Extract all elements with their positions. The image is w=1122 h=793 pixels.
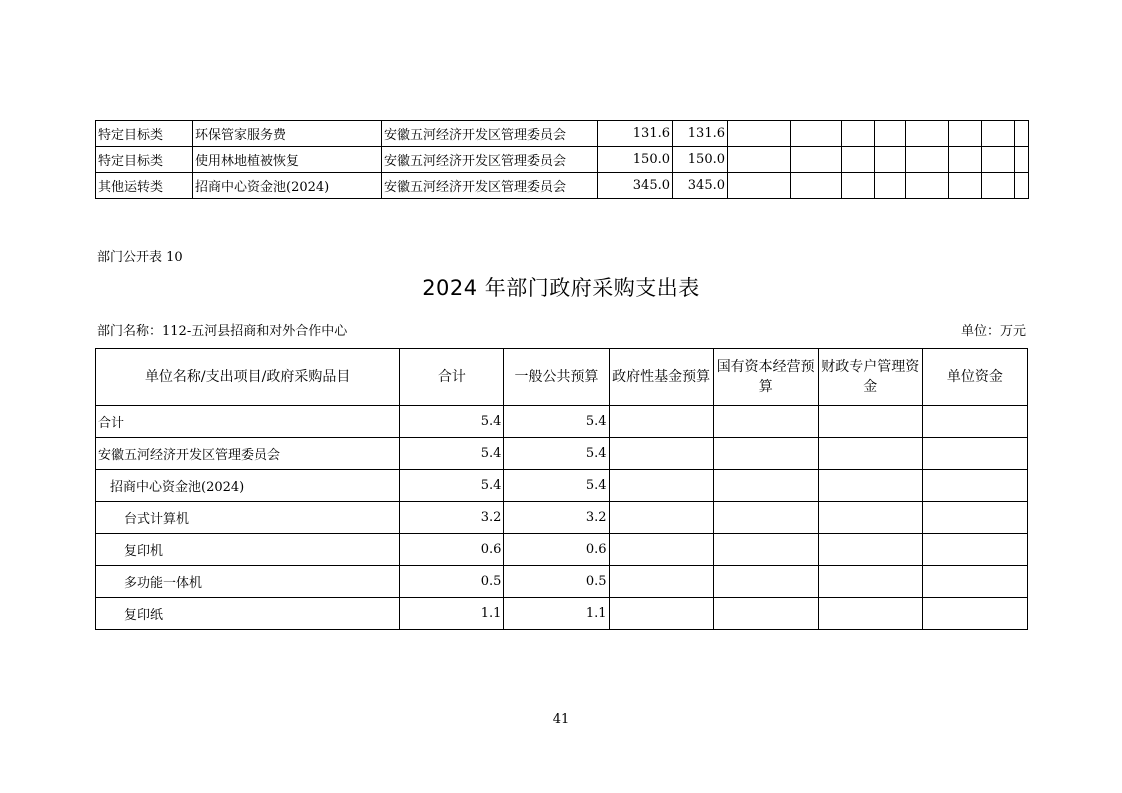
empty-cell <box>906 147 949 173</box>
header-fund-budget: 政府性基金预算 <box>609 349 713 406</box>
empty-cell <box>713 502 818 534</box>
row-total: 5.4 <box>400 406 504 438</box>
empty-cell <box>609 438 713 470</box>
empty-cell <box>609 470 713 502</box>
row-general: 5.4 <box>504 406 609 438</box>
empty-cell <box>906 121 949 147</box>
empty-cell <box>728 173 791 199</box>
unit-cell: 安徽五河经济开发区管理委员会 <box>382 121 598 147</box>
empty-cell <box>791 173 842 199</box>
row-total: 0.6 <box>400 534 504 566</box>
table-header-row <box>96 349 1028 406</box>
page-number: 41 <box>552 712 570 727</box>
empty-cell <box>875 173 906 199</box>
empty-cell <box>609 502 713 534</box>
header-name: 单位名称/支出项目/政府采购品目 <box>96 349 400 406</box>
header-special-account-funds: 财政专户管理资金 <box>818 349 922 406</box>
row-name: 合计 <box>96 406 400 438</box>
page-title: 2024 年部门政府采购支出表 <box>422 276 700 300</box>
empty-cell <box>922 502 1027 534</box>
row-total: 5.4 <box>400 438 504 470</box>
row-general: 1.1 <box>504 598 609 630</box>
project-cell: 环保管家服务费 <box>193 121 382 147</box>
empty-cell <box>982 121 1015 147</box>
empty-cell <box>922 470 1027 502</box>
row-general: 5.4 <box>504 438 609 470</box>
row-name: 复印机 <box>96 534 400 566</box>
empty-cell <box>1015 121 1029 147</box>
empty-cell <box>713 598 818 630</box>
table-row <box>96 121 1029 147</box>
header-general-budget: 一般公共预算 <box>504 349 609 406</box>
row-general: 5.4 <box>504 470 609 502</box>
row-name: 复印纸 <box>96 598 400 630</box>
department-name: 部门名称：112-五河县招商和对外合作中心 <box>97 324 348 339</box>
empty-cell <box>906 173 949 199</box>
empty-cell <box>713 406 818 438</box>
empty-cell <box>818 438 922 470</box>
amount-cell: 150.0 <box>673 147 728 173</box>
category-cell: 特定目标类 <box>96 147 193 173</box>
empty-cell <box>818 598 922 630</box>
empty-cell <box>818 566 922 598</box>
empty-cell <box>922 598 1027 630</box>
header-state-capital-budget: 国有资本经营预算 <box>713 349 818 406</box>
row-general: 0.6 <box>504 534 609 566</box>
empty-cell <box>818 534 922 566</box>
category-cell: 特定目标类 <box>96 121 193 147</box>
empty-cell <box>949 173 982 199</box>
table-row <box>96 173 1029 199</box>
category-cell: 其他运转类 <box>96 173 193 199</box>
empty-cell <box>922 438 1027 470</box>
form-id-label: 部门公开表 10 <box>97 250 183 265</box>
empty-cell <box>791 147 842 173</box>
empty-cell <box>728 121 791 147</box>
empty-cell <box>609 566 713 598</box>
empty-cell <box>875 147 906 173</box>
empty-cell <box>982 147 1015 173</box>
empty-cell <box>713 566 818 598</box>
empty-cell <box>922 534 1027 566</box>
empty-cell <box>875 121 906 147</box>
row-name: 招商中心资金池(2024) <box>96 470 400 502</box>
table-row <box>96 534 1028 566</box>
project-cell: 招商中心资金池(2024) <box>193 173 382 199</box>
row-total: 5.4 <box>400 470 504 502</box>
table-row <box>96 598 1028 630</box>
project-cell: 使用林地植被恢复 <box>193 147 382 173</box>
empty-cell <box>818 406 922 438</box>
empty-cell <box>1015 147 1029 173</box>
row-general: 3.2 <box>504 502 609 534</box>
row-name: 安徽五河经济开发区管理委员会 <box>96 438 400 470</box>
row-name: 多功能一体机 <box>96 566 400 598</box>
empty-cell <box>922 406 1027 438</box>
row-total: 3.2 <box>400 502 504 534</box>
empty-cell <box>713 470 818 502</box>
empty-cell <box>1015 173 1029 199</box>
empty-cell <box>818 502 922 534</box>
unit-cell: 安徽五河经济开发区管理委员会 <box>382 173 598 199</box>
procurement-table <box>95 348 1028 630</box>
table-row <box>96 406 1028 438</box>
empty-cell <box>818 470 922 502</box>
row-total: 0.5 <box>400 566 504 598</box>
row-total: 1.1 <box>400 598 504 630</box>
empty-cell <box>713 534 818 566</box>
empty-cell <box>842 121 875 147</box>
unit-cell: 安徽五河经济开发区管理委员会 <box>382 147 598 173</box>
empty-cell <box>949 147 982 173</box>
row-general: 0.5 <box>504 566 609 598</box>
empty-cell <box>609 406 713 438</box>
amount-cell: 345.0 <box>673 173 728 199</box>
empty-cell <box>922 566 1027 598</box>
empty-cell <box>949 121 982 147</box>
header-total: 合计 <box>400 349 504 406</box>
row-name: 台式计算机 <box>96 502 400 534</box>
table-row <box>96 502 1028 534</box>
empty-cell <box>609 534 713 566</box>
table-row <box>96 470 1028 502</box>
empty-cell <box>728 147 791 173</box>
amount-cell: 345.0 <box>598 173 673 199</box>
table-row <box>96 438 1028 470</box>
table-row <box>96 566 1028 598</box>
header-unit-funds: 单位资金 <box>922 349 1027 406</box>
amount-cell: 131.6 <box>673 121 728 147</box>
continuation-table <box>95 120 1029 199</box>
empty-cell <box>982 173 1015 199</box>
empty-cell <box>713 438 818 470</box>
empty-cell <box>791 121 842 147</box>
empty-cell <box>609 598 713 630</box>
empty-cell <box>842 147 875 173</box>
amount-cell: 131.6 <box>598 121 673 147</box>
unit-label: 单位：万元 <box>960 324 1026 339</box>
table-row <box>96 147 1029 173</box>
empty-cell <box>842 173 875 199</box>
amount-cell: 150.0 <box>598 147 673 173</box>
